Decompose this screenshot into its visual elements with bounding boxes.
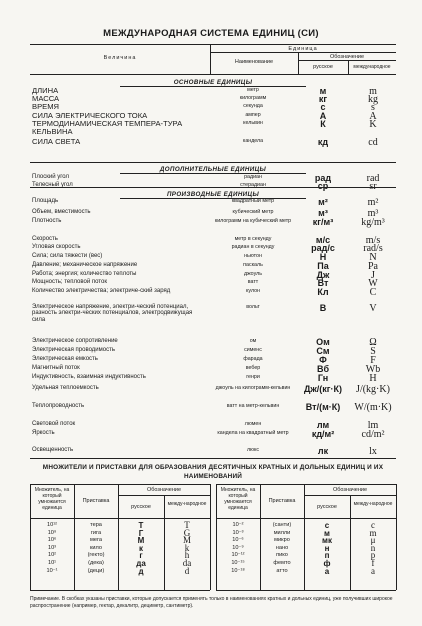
unit-name: вольт (246, 304, 260, 310)
quantity-name: Яркость (32, 430, 55, 436)
prefix-multiplier: 10⁹ (47, 529, 57, 536)
russian-symbol: Н (319, 252, 327, 262)
prefix-multiplier: 10⁻⁹ (232, 544, 244, 551)
russian-symbol: кд/м² (311, 429, 335, 439)
unit-name: джоуль (244, 271, 262, 277)
unit-name: кулон (246, 288, 260, 294)
prefix-header-multiplier: Множитель, на который умножается единица (220, 487, 256, 511)
international-symbol: rad/s (363, 243, 383, 254)
international-symbol: K (369, 119, 377, 130)
prefix-header-international: между-народное (167, 501, 207, 507)
prefix-russian-symbol: ф (323, 559, 331, 568)
prefix-header-russian: русское (317, 504, 337, 510)
prefix-international-symbol: k (184, 542, 190, 553)
unit-name: метр (247, 87, 259, 93)
international-symbol: sr (369, 181, 377, 192)
prefix-col-line (396, 484, 397, 590)
unit-name: радиан в секунду (231, 244, 275, 250)
prefix-name: тера (90, 522, 102, 528)
russian-symbol: лм (316, 420, 330, 430)
quantity-name: Сила; сила тяжести (вес) (32, 253, 103, 259)
unit-name: килограмм на кубический метр (214, 218, 292, 224)
prefix-multiplier: 10⁻¹⁸ (231, 567, 245, 574)
header-rule (210, 52, 396, 53)
quantity-name: Мощность; тепловой поток (32, 279, 107, 285)
prefix-header-prefix: Приставка (82, 498, 110, 504)
prefix-international-symbol: c (371, 520, 375, 530)
prefix-name: милли (273, 529, 291, 536)
prefix-multiplier: 10⁶ (47, 537, 57, 544)
russian-symbol: ср (317, 181, 329, 191)
russian-symbol: м/с (315, 235, 331, 245)
quantity-name: МАССА (32, 94, 60, 103)
unit-name: фарада (243, 356, 263, 362)
unit-name: кельвин (243, 120, 263, 126)
prefix-name: кило (89, 544, 102, 551)
russian-symbol: кд (317, 137, 329, 147)
quantity-name: Электрическая емкость (32, 356, 98, 362)
international-symbol: Pa (368, 261, 378, 272)
header-unit: Единица (288, 46, 318, 52)
prefix-rule (216, 484, 396, 485)
quantity-name: СИЛА СВЕТА (32, 137, 81, 146)
prefix-name: микро (274, 537, 290, 544)
international-symbol: C (369, 287, 377, 298)
prefix-russian-symbol: да (136, 559, 146, 568)
international-symbol: A (369, 111, 377, 122)
unit-name: кандела на квадратный метр (217, 430, 289, 436)
international-symbol: m² (367, 197, 379, 208)
prefix-russian-symbol: М (137, 536, 145, 546)
international-symbol: F (370, 355, 376, 366)
international-symbol: m³ (367, 208, 379, 219)
quantity-name: ВРЕМЯ (32, 102, 60, 111)
unit-name: секунда (243, 103, 263, 109)
international-symbol: m (369, 86, 377, 97)
prefix-international-symbol: T (184, 520, 190, 530)
russian-symbol: Ф (319, 355, 327, 365)
unit-name: кандела (242, 138, 264, 144)
prefix-name: (гекто) (87, 552, 105, 559)
prefix-multiplier: 10² (47, 552, 57, 559)
prefix-international-symbol: n (370, 542, 376, 553)
international-symbol: m/s (365, 235, 381, 246)
prefix-international-symbol: μ (370, 535, 376, 546)
quantity-name: Теплопроводность (32, 403, 85, 409)
quantity-name: Телесный угол (32, 182, 73, 188)
prefix-russian-symbol: Г (138, 528, 144, 538)
unit-name: квадратный метр (231, 198, 275, 204)
unit-name: люкс (246, 447, 260, 453)
russian-symbol: Вб (316, 364, 330, 374)
prefix-name: (деци) (87, 567, 105, 574)
prefix-name: (дека) (88, 560, 104, 566)
prefix-multiplier: 10⁻¹⁵ (231, 560, 245, 566)
russian-symbol: Па (317, 261, 329, 271)
prefix-russian-symbol: Т (138, 521, 144, 530)
unit-name: ватт (247, 279, 259, 285)
quantity-name: Плоский угол (32, 174, 69, 180)
international-symbol: H (369, 373, 377, 384)
quantity-name: ТЕРМОДИНАМИЧЕСКАЯ ТЕМПЕРА-ТУРА КЕЛЬВИНА (32, 119, 183, 136)
prefix-international-symbol: a (371, 565, 375, 576)
header-name: Наименование (234, 59, 274, 65)
russian-symbol: кг (318, 94, 328, 104)
quantity-name: Электрическое напряжение, электри-ческий потенциал, разность электри-ческих потенциалов, электродвижущая сила (32, 304, 193, 323)
prefix-rule (30, 484, 210, 485)
prefix-header-designation: Обозначение (332, 487, 367, 493)
quantity-name: Электрическая проводимость (32, 347, 115, 353)
international-symbol: lm (367, 420, 379, 431)
prefix-header-international: между-народное (353, 501, 393, 507)
quantity-name: Индуктивность, взаимная индуктивность (32, 374, 146, 380)
international-symbol: kg (368, 94, 378, 105)
prefix-russian-symbol: н (324, 543, 330, 553)
prefix-name: (санти) (272, 522, 292, 528)
prefix-international-symbol: p (370, 550, 376, 561)
prefix-rule (216, 518, 396, 519)
prefix-multiplier: 10⁻² (232, 522, 244, 528)
russian-symbol: К (320, 119, 326, 129)
russian-symbol: рад/с (311, 243, 335, 253)
russian-symbol: лк (317, 446, 329, 456)
international-symbol: Wb (365, 364, 381, 375)
prefix-header-designation: Обозначение (146, 487, 181, 493)
section-rule (30, 187, 396, 188)
header-rule (298, 60, 396, 61)
international-symbol: Ω (369, 337, 377, 348)
unit-name: паскаль (243, 262, 263, 268)
quantity-name: ДЛИНА (32, 86, 59, 95)
prefix-international-symbol: da (182, 558, 192, 568)
unit-name: вебер (245, 365, 261, 371)
unit-name: стерадиан (240, 182, 266, 188)
section-rule (30, 162, 396, 163)
international-symbol: V (369, 303, 377, 314)
unit-name: генри (246, 374, 260, 380)
prefix-name: фемто (273, 560, 291, 566)
international-symbol: W (368, 278, 378, 289)
unit-name: сименс (244, 347, 262, 353)
unit-name: джоуль на килограмм-кельвин (215, 385, 291, 391)
quantity-name: Световой поток (32, 421, 76, 427)
international-symbol: cd/m² (361, 429, 385, 440)
prefix-rule (216, 590, 396, 591)
prefix-multiplier: 10⁻⁶ (232, 537, 244, 544)
prefix-russian-symbol: п (324, 551, 330, 561)
prefix-russian-symbol: мк (322, 536, 332, 546)
unit-name: ом (249, 338, 257, 344)
section-title: ПРОИЗВОДНЫЕ ЕДИНИЦЫ (166, 191, 260, 198)
prefix-multiplier: 10³ (47, 544, 57, 551)
russian-symbol: Дж/(кг·К) (303, 384, 343, 394)
prefix-multiplier: 10⁻¹ (46, 567, 58, 574)
quantity-name: Плотность (32, 218, 62, 224)
russian-symbol: кг/м³ (312, 217, 334, 227)
russian-symbol: Гн (317, 373, 329, 383)
quantity-name: Давление; механическое напряжение (32, 262, 138, 268)
russian-symbol: В (319, 303, 327, 313)
russian-symbol: Кл (317, 287, 329, 297)
prefix-name: атто (276, 567, 288, 574)
prefix-col-line (210, 484, 211, 590)
table-top-rule (30, 44, 396, 45)
russian-symbol: м² (318, 197, 328, 207)
prefix-header-russian: русское (131, 504, 151, 510)
prefix-russian-symbol: г (139, 551, 143, 561)
russian-symbol: м (319, 86, 327, 96)
header-bottom-rule (30, 74, 396, 75)
prefix-name: нано (275, 544, 289, 551)
prefix-name: пико (276, 552, 288, 559)
prefix-name: мега (90, 537, 102, 544)
page-title: МЕЖДУНАРОДНАЯ СИСТЕМА ЕДИНИЦ (СИ) (103, 28, 319, 39)
footnote: Примечание. В скобках указаны приставки, которые допускается применять только в наименованиях кратных и дольных единиц, уже получивших широкое распространение (например, гектар, декалитр, дециметр, сантиметр). (30, 596, 393, 609)
russian-symbol: рад (314, 173, 332, 183)
prefix-name: гига (90, 529, 102, 536)
quantity-name: Объем, вместимость (32, 209, 91, 215)
prefix-international-symbol: M (182, 535, 191, 546)
quantity-name: Освещенность (32, 447, 74, 453)
international-symbol: s (371, 102, 375, 113)
header-quantity: Величина (103, 55, 137, 61)
russian-symbol: Вт/(м·К) (305, 402, 341, 412)
russian-symbol: Вт (317, 278, 329, 288)
quantity-name: Количество электричества; электриче-ский заряд (32, 288, 171, 294)
international-symbol: kg/m³ (361, 217, 385, 228)
international-symbol: J/(kg·K) (356, 384, 390, 395)
prefix-international-symbol: f (371, 558, 375, 568)
quantity-name: Угловая скорость (32, 244, 81, 250)
prefix-russian-symbol: д (138, 566, 144, 576)
quantity-name: Магнитный поток (32, 365, 80, 371)
section-title: ОСНОВНЫЕ ЕДИНИЦЫ (173, 79, 253, 86)
quantity-name: Удельная теплоемкость (32, 385, 99, 391)
prefix-header-prefix: Приставка (268, 498, 296, 504)
unit-name: килограмм (239, 95, 267, 101)
unit-name: радиан (244, 174, 262, 180)
unit-name: ватт на метр-кельвин (226, 403, 280, 409)
prefix-multiplier: 10¹ (47, 560, 57, 566)
russian-symbol: А (319, 111, 327, 121)
prefix-title: МНОЖИТЕЛИ И ПРИСТАВКИ ДЛЯ ОБРАЗОВАНИЯ ДЕСЯТИЧНЫХ КРАТНЫХ И ДОЛЬНЫХ ЕДИНИЦ И ИХ НАИМЕНОВАНИЙ (42, 464, 384, 480)
prefix-international-symbol: d (184, 565, 190, 576)
quantity-name: СИЛА ЭЛЕКТРИЧЕСКОГО ТОКА (32, 111, 148, 120)
unit-name: кубический метр (232, 209, 274, 215)
international-symbol: S (370, 346, 376, 357)
international-symbol: cd (368, 137, 378, 148)
unit-name: люмен (244, 421, 262, 427)
prefix-international-symbol: h (184, 550, 190, 561)
prefix-russian-symbol: м (324, 528, 330, 538)
international-symbol: rad (366, 173, 380, 184)
prefix-international-symbol: m (369, 527, 377, 538)
unit-name: метр в секунду (234, 236, 272, 242)
header-international: международное (353, 64, 391, 70)
prefix-rule (30, 590, 210, 591)
russian-symbol: м³ (318, 208, 328, 218)
prefix-multiplier: 10⁻¹² (231, 552, 245, 559)
unit-name: ампер (245, 112, 261, 118)
quantity-name: Скорость (32, 236, 58, 242)
prefix-russian-symbol: а (324, 566, 330, 576)
russian-symbol: с (320, 102, 326, 112)
prefix-multiplier: 10⁻³ (232, 529, 244, 536)
russian-symbol: См (316, 346, 330, 356)
prefix-multiplier: 10¹² (47, 522, 57, 528)
prefix-header-multiplier: Множитель, на который умножается единица (34, 487, 70, 511)
unit-name: ньютон (244, 253, 262, 259)
header-designation: Обозначение (329, 54, 364, 60)
international-symbol: W/(m·K) (354, 402, 392, 413)
section-title: ДОПОЛНИТЕЛЬНЫЕ ЕДИНИЦЫ (159, 166, 267, 173)
international-symbol: N (369, 252, 377, 263)
quantity-name: Работа; энергия; количество теплоты (32, 271, 137, 277)
header-russian: русское (313, 64, 333, 70)
international-symbol: J (371, 270, 375, 281)
prefix-rule (30, 518, 210, 519)
russian-symbol: Ом (316, 337, 330, 347)
international-symbol: lx (369, 446, 377, 457)
prefix-international-symbol: G (183, 527, 191, 538)
prefix-russian-symbol: с (324, 521, 330, 530)
quantity-name: Площадь (32, 198, 59, 204)
quantity-name: Электрическое сопротивление (32, 338, 118, 344)
prefix-top-rule (30, 458, 396, 459)
russian-symbol: Дж (316, 270, 330, 280)
prefix-russian-symbol: к (138, 543, 143, 553)
